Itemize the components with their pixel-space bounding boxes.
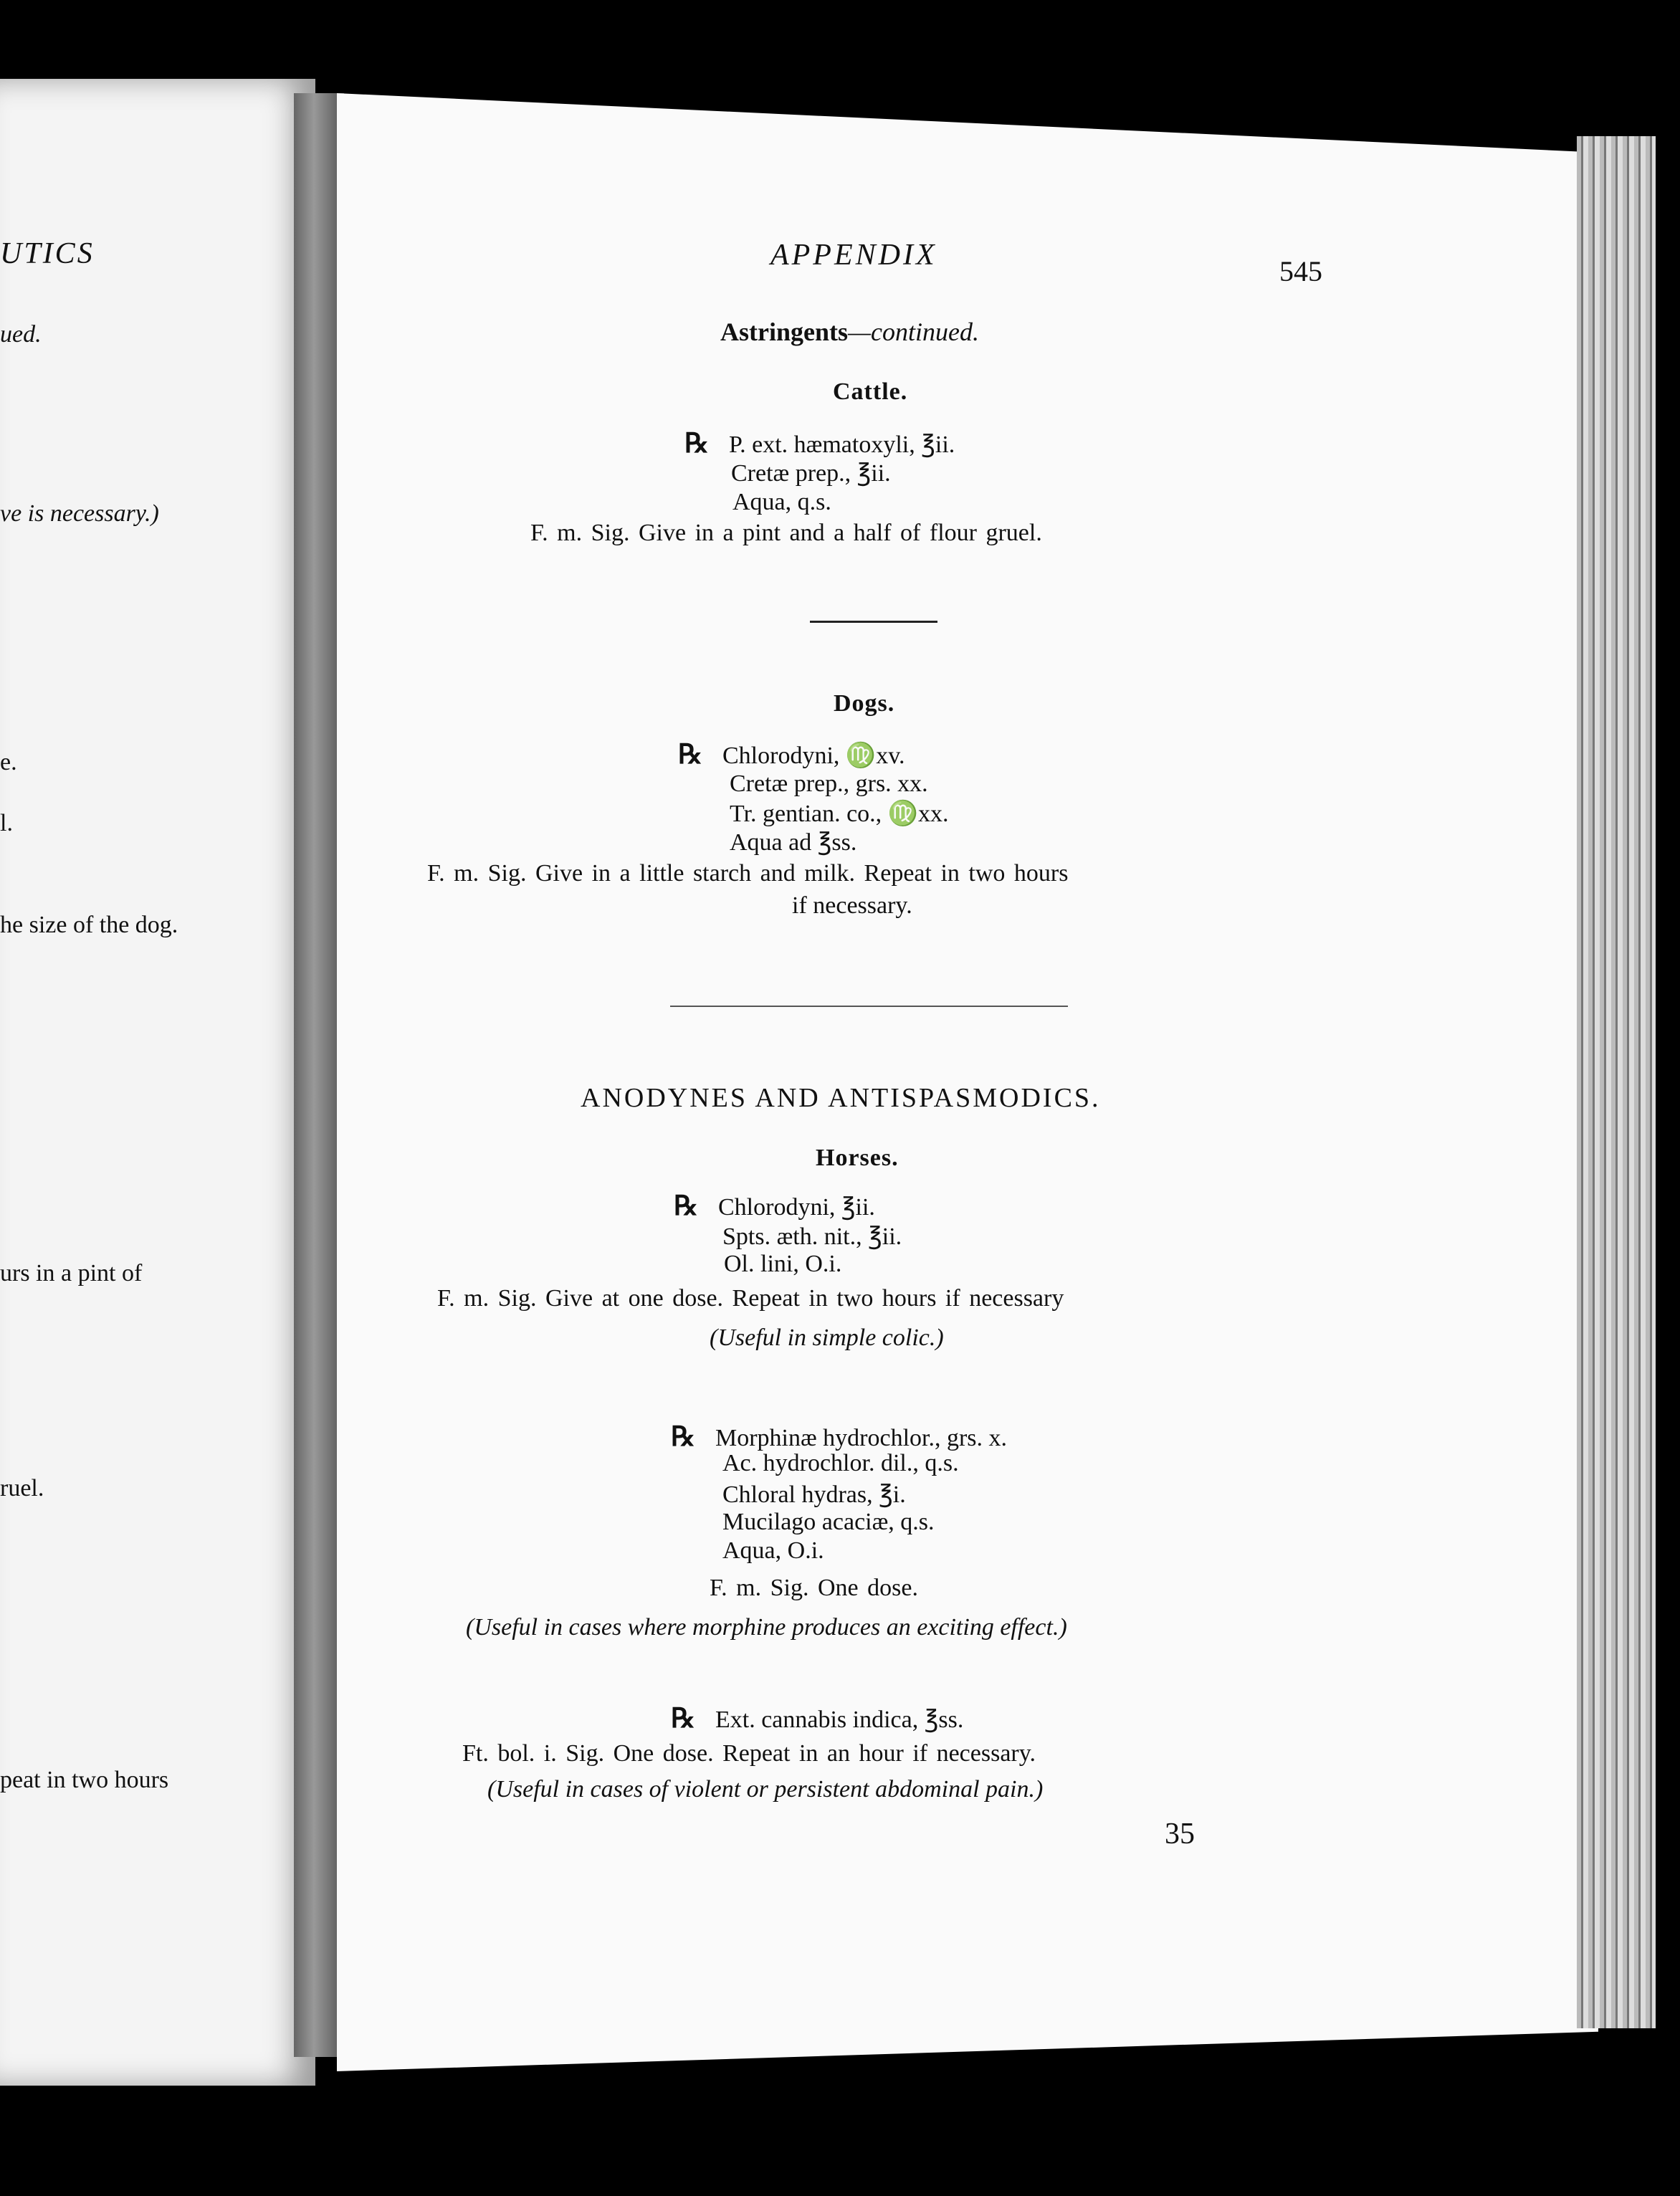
left-fragment: he size of the dog. — [0, 912, 178, 938]
directions-cattle: F. m. Sig. Give in a pint and a half of flour gruel. — [530, 520, 1042, 546]
heading-bold: Astringents — [720, 318, 848, 346]
left-fragment: peat in two hours — [0, 1767, 169, 1793]
left-fragment: l. — [0, 810, 13, 836]
ingredient: Chloral hydras, ℥i. — [722, 1481, 906, 1508]
prescription-dogs-line-1 — [678, 738, 905, 770]
left-fragment: ve is necessary.) — [0, 500, 159, 527]
rx-symbol-icon: ℞ — [671, 1422, 696, 1452]
ingredient: Ac. hydrochlor. dil., q.s. — [722, 1450, 959, 1476]
ingredient: Tr. gentian. co., ♍xx. — [730, 801, 949, 827]
left-fragment: urs in a pint of — [0, 1260, 143, 1286]
left-running-title: UTICS — [0, 237, 95, 270]
ingredient: P. ext. hæmatoxyli, ℥ii. — [729, 431, 955, 458]
left-fragment: ued. — [0, 321, 42, 348]
divider — [810, 621, 937, 623]
species-dogs: Dogs. — [834, 690, 895, 717]
ingredient: Chlorodyni, ♍xv. — [722, 743, 905, 769]
ingredient: Ol. lini, O.i. — [724, 1251, 842, 1277]
heading-continued: —continued. — [848, 318, 979, 346]
ingredient: Ext. cannabis indica, ℥ss. — [715, 1706, 964, 1733]
ingredient: Aqua ad ℥ss. — [730, 829, 857, 856]
ingredient: Spts. æth. nit., ℥ii. — [722, 1223, 902, 1250]
page-number: 545 — [1279, 255, 1322, 287]
usage-note: (Useful in cases of violent or persistent abdominal pain.) — [487, 1776, 1044, 1803]
rx-symbol-icon: ℞ — [678, 740, 703, 770]
section-heading — [720, 317, 979, 347]
left-fragment: e. — [0, 749, 17, 775]
prescription-horses-2-line-1 — [671, 1421, 1007, 1453]
prescription-horses-3-line-1 — [671, 1702, 963, 1734]
left-fragment: ruel. — [0, 1475, 44, 1502]
rx-symbol-icon: ℞ — [684, 429, 710, 459]
ingredient: Morphinæ hydrochlor., grs. x. — [715, 1425, 1008, 1451]
species-horses: Horses. — [816, 1145, 899, 1171]
usage-note: (Useful in cases where morphine produces an exciting effect.) — [466, 1614, 1067, 1641]
book-gutter — [294, 93, 344, 2057]
page-edges — [1577, 136, 1656, 2028]
directions-horses-2: F. m. Sig. One dose. — [710, 1575, 918, 1601]
running-title: APPENDIX — [770, 239, 937, 272]
directions-horses-1: F. m. Sig. Give at one dose. Repeat in two hours if necessary — [437, 1285, 1064, 1312]
ingredient: Cretæ prep., grs. xx. — [730, 770, 928, 797]
rx-symbol-icon: ℞ — [674, 1191, 699, 1221]
prescription-horses-1-line-1 — [674, 1190, 875, 1222]
ingredient: Aqua, O.i. — [722, 1537, 824, 1564]
usage-note: (Useful in simple colic.) — [710, 1324, 944, 1351]
prescription-cattle-line-1 — [684, 427, 955, 459]
ingredient: Aqua, q.s. — [732, 489, 831, 515]
directions-dogs-continued: if necessary. — [792, 892, 912, 919]
ingredient: Mucilago acaciæ, q.s. — [722, 1509, 935, 1535]
directions-horses-3: Ft. bol. i. Sig. One dose. Repeat in an hour if necessary. — [462, 1740, 1036, 1767]
species-cattle: Cattle. — [833, 378, 908, 405]
ingredient: Chlorodyni, ℥ii. — [718, 1194, 875, 1221]
section-title: ANODYNES AND ANTISPASMODICS. — [581, 1083, 1101, 1113]
signature-mark: 35 — [1165, 1818, 1195, 1851]
ingredient: Cretæ prep., ℥ii. — [731, 460, 891, 487]
section-divider — [670, 1006, 1068, 1007]
rx-symbol-icon: ℞ — [671, 1704, 696, 1734]
directions-dogs: F. m. Sig. Give in a little starch and milk. Repeat in two hours — [427, 860, 1069, 887]
